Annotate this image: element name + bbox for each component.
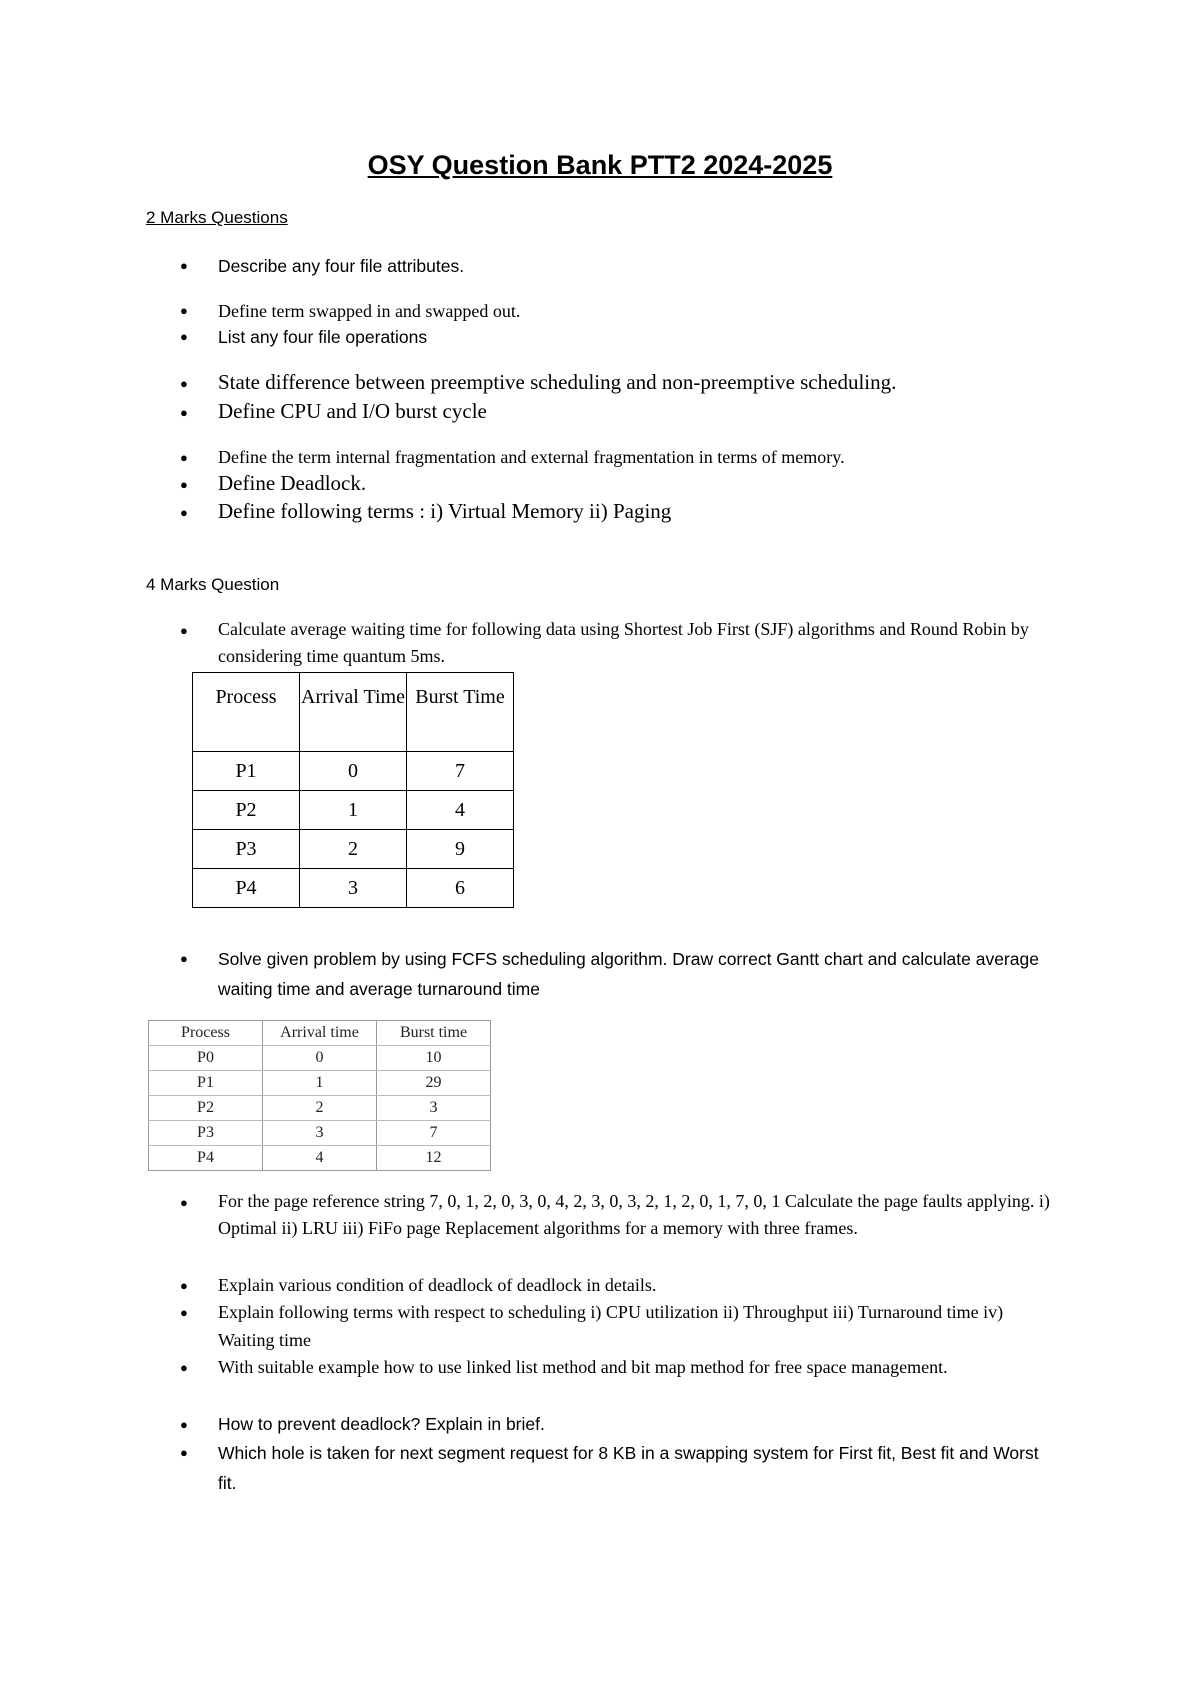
table-header-row [149,1021,491,1046]
table-cell: 1 [263,1071,377,1096]
table-cell: 1 [300,791,407,830]
question-text: Explain following terms with respect to scheduling i) CPU utilization ii) Throughput iii) Turnaround time iv) Waiting time [218,1302,1004,1350]
question-text: Which hole is taken for next segment request for 8 KB in a swapping system for First fit, Best fit and Worst fit. [218,1443,1039,1493]
table-cell: P2 [193,791,300,830]
table-row [193,830,514,869]
table-cell: 0 [300,752,407,791]
question-text: Define Deadlock. [218,471,367,495]
table-cell: 4 [263,1146,377,1171]
question-text: Explain various condition of deadlock of deadlock in details. [218,1275,657,1295]
table-header: Process [193,673,300,752]
table-cell: 6 [407,869,514,908]
table-cell: 9 [407,830,514,869]
table-header: Arrival time [263,1021,377,1046]
question-text: Define CPU and I/O burst cycle [218,399,487,423]
page-title: OSY Question Bank PTT2 2024-2025 [367,150,833,180]
table-cell: P3 [193,830,300,869]
section-heading-2-marks: 2 Marks Questions [146,208,288,227]
table-cell: 10 [377,1046,491,1071]
table-cell: P1 [149,1071,263,1096]
table-row [193,869,514,908]
table-cell: 2 [263,1096,377,1121]
table-row [193,791,514,830]
question-text: Calculate average waiting time for following data using Shortest Job First (SJF) algorithms and Round Robin by considering time quantum 5ms. [218,619,1029,666]
question-text: State difference between preemptive scheduling and non-preemptive scheduling. [218,370,897,394]
table-row [149,1146,491,1171]
table-cell: 29 [377,1071,491,1096]
table-row [149,1071,491,1096]
table-row [149,1121,491,1146]
table-cell: 7 [377,1121,491,1146]
question-text: List any four file operations [218,327,428,347]
table-cell: 0 [263,1046,377,1071]
table-row [149,1096,491,1121]
table-cell: 3 [263,1121,377,1146]
table-cell: P2 [149,1096,263,1121]
question-text: Define term swapped in and swapped out. [218,301,521,321]
table-header-row [193,673,514,752]
process-table-1 [192,672,514,908]
table-cell: P4 [193,869,300,908]
section-heading-4-marks: 4 Marks Question [146,575,280,594]
question-text: Describe any four file attributes. [218,256,465,276]
question-text: With suitable example how to use linked list method and bit map method for free space management. [218,1357,948,1377]
table-header: Process [149,1021,263,1046]
table-cell: 4 [407,791,514,830]
table-cell: P3 [149,1121,263,1146]
table-header: Arrival Time [300,673,407,752]
table-header: Burst Time [407,673,514,752]
question-text: Solve given problem by using FCFS scheduling algorithm. Draw correct Gantt chart and calculate average waiting time and average turnaround time [218,949,1039,999]
process-table-2 [148,1020,491,1171]
table-row [193,752,514,791]
table-cell: 3 [300,869,407,908]
table-header: Burst time [377,1021,491,1046]
question-text: How to prevent deadlock? Explain in brief. [218,1414,545,1434]
table-cell: P1 [193,752,300,791]
question-text: For the page reference string 7, 0, 1, 2, 0, 3, 0, 4, 2, 3, 0, 3, 2, 1, 2, 0, 1, 7, 0, 1 Calculate the page faults applying. i) Optimal ii) LRU iii) FiFo page Replacement algorithms for a memory with three frames. [218,1191,1050,1238]
table-cell: 3 [377,1096,491,1121]
table-cell: P0 [149,1046,263,1071]
table-cell: 2 [300,830,407,869]
question-text: Define following terms : i) Virtual Memory ii) Paging [218,499,672,523]
table-cell: 12 [377,1146,491,1171]
table-cell: P4 [149,1146,263,1171]
question-text: Define the term internal fragmentation and external fragmentation in terms of memory. [218,447,845,467]
table-cell: 7 [407,752,514,791]
table-row [149,1046,491,1071]
